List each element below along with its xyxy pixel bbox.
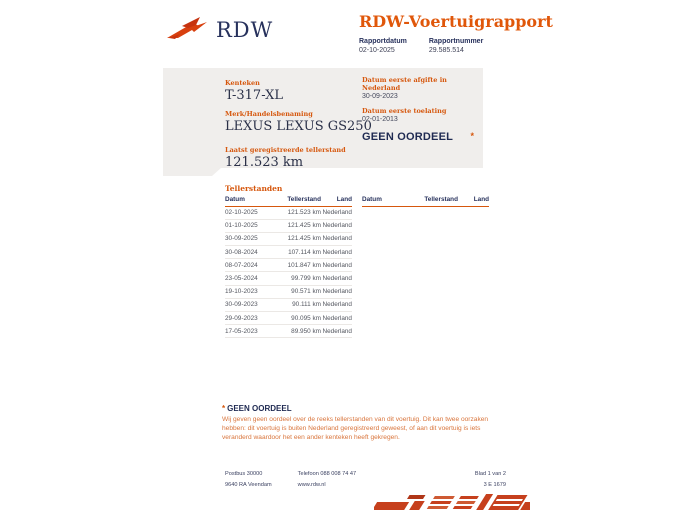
cell-land: Nederland — [321, 206, 352, 219]
cell-datum: 30-08-2024 — [225, 246, 271, 259]
cell-tellerstand: 89.950 km — [271, 325, 321, 338]
col-land: Land — [458, 194, 489, 206]
footnote-body: Wij geven geen oordeel over de reeks tellerstanden van dit voertuig. Dit kan twee oorzaken hebben: dit voertuig is buiten Nederland geregistreerd geweest, of aan dit voertuig is iets veranderd waardoor het een ander kenteken heeft gekregen. — [222, 416, 489, 442]
footnote-asterisk: * — [222, 404, 226, 413]
merk-label: Merk/Handelsbenaming — [225, 110, 313, 118]
kenteken-value: T-317-XL — [225, 88, 284, 103]
table-row — [225, 298, 352, 311]
tellerstanden-table — [225, 194, 352, 338]
report-date-label: Rapportdatum — [359, 38, 407, 45]
report-date-value: 02-10-2025 — [359, 47, 395, 54]
cell-tellerstand: 121.425 km — [271, 232, 321, 245]
cell-land: Nederland — [321, 312, 352, 325]
table-row — [225, 206, 352, 219]
cell-tellerstand: 121.523 km — [271, 206, 321, 219]
report-number-block — [429, 38, 483, 54]
table-row — [225, 246, 352, 259]
toelating-value: 02-01-2013 — [362, 116, 398, 123]
vehicle-summary-card — [163, 68, 483, 168]
cell-land: Nederland — [321, 246, 352, 259]
toelating-label: Datum eerste toelating — [362, 107, 447, 115]
cell-datum: 17-05-2023 — [225, 325, 271, 338]
table-row — [225, 325, 352, 338]
cell-datum: 30-09-2023 — [225, 298, 271, 311]
footer-website-link[interactable]: www.rdw.nl — [297, 481, 326, 488]
cell-datum: 08-07-2024 — [225, 259, 271, 272]
verdict-asterisk: * — [470, 131, 474, 141]
table-header-row — [362, 194, 489, 206]
cell-land: Nederland — [321, 219, 352, 232]
cell-tellerstand: 90.111 km — [271, 298, 321, 311]
cell-tellerstand: 90.095 km — [271, 312, 321, 325]
footer-address-line2: 9640 RA Veendam — [225, 481, 272, 488]
report-meta — [359, 38, 483, 54]
merk-value: LEXUS LEXUS GS250 — [225, 119, 372, 134]
footer-address — [225, 469, 272, 490]
afgifte-value: 30-09-2023 — [362, 93, 398, 100]
table-header-row — [225, 194, 352, 206]
table-row — [225, 272, 352, 285]
cell-land: Nederland — [321, 259, 352, 272]
cell-datum: 01-10-2025 — [225, 219, 271, 232]
tellerstand-value: 121.523 km — [225, 155, 304, 170]
footnote-heading: GEEN OORDEEL — [227, 404, 292, 413]
footer-contact-details — [298, 469, 356, 490]
table-row — [225, 312, 352, 325]
cell-land: Nederland — [321, 272, 352, 285]
cell-datum: 30-09-2025 — [225, 232, 271, 245]
footer-form-code: 3 E 1679 — [483, 481, 506, 488]
footer-phone: Telefoon 088 008 74 47 — [297, 471, 357, 477]
footer-address-line1: Postbus 30000 — [225, 471, 263, 477]
report-number-label: Rapportnummer — [428, 38, 484, 45]
rdw-logo — [166, 14, 273, 45]
col-tellerstand: Tellerstand — [271, 194, 321, 206]
footnote-title — [222, 404, 496, 413]
footer-page-number: Blad 1 van 2 — [474, 471, 506, 477]
col-tellerstand: Tellerstand — [408, 194, 458, 206]
cell-land: Nederland — [321, 232, 352, 245]
verdict-text: GEEN OORDEEL — [362, 131, 454, 143]
footer-page-info — [430, 469, 506, 490]
col-land: Land — [321, 194, 352, 206]
vehicle-dates — [362, 76, 477, 143]
table-row — [225, 259, 352, 272]
table-row — [225, 285, 352, 298]
cell-datum: 19-10-2023 — [225, 285, 271, 298]
table-row — [225, 232, 352, 245]
page-title: RDW-Voertuigrapport — [359, 12, 553, 31]
cell-land: Nederland — [321, 325, 352, 338]
cell-tellerstand: 99.799 km — [271, 272, 321, 285]
rdw-swoosh-icon — [166, 14, 208, 45]
tellerstanden-table-secondary — [362, 194, 489, 207]
col-datum: Datum — [362, 194, 408, 206]
col-datum: Datum — [225, 194, 271, 206]
cell-land: Nederland — [321, 285, 352, 298]
report-number-value: 29.585.514 — [428, 47, 464, 54]
vehicle-identity — [225, 79, 372, 177]
tellerstand-label: Laatst geregistreerde tellerstand — [225, 146, 346, 154]
tellerstanden-title: Tellerstanden — [225, 184, 283, 193]
footnote — [222, 404, 496, 442]
verdict-row — [362, 131, 474, 143]
cell-tellerstand: 121.425 km — [271, 219, 321, 232]
cell-land: Nederland — [321, 298, 352, 311]
cell-datum: 23-05-2024 — [225, 272, 271, 285]
kenteken-label: Kenteken — [225, 79, 260, 87]
cell-datum: 29-09-2023 — [225, 312, 271, 325]
cell-tellerstand: 90.571 km — [271, 285, 321, 298]
cell-tellerstand: 101.847 km — [271, 259, 321, 272]
cell-tellerstand: 107.114 km — [271, 246, 321, 259]
report-date-block — [359, 38, 407, 54]
cell-datum: 02-10-2025 — [225, 206, 271, 219]
afgifte-label: Datum eerste afgifte in Nederland — [362, 76, 447, 92]
table-row — [225, 219, 352, 232]
rdw-logo-text: RDW — [216, 17, 274, 42]
